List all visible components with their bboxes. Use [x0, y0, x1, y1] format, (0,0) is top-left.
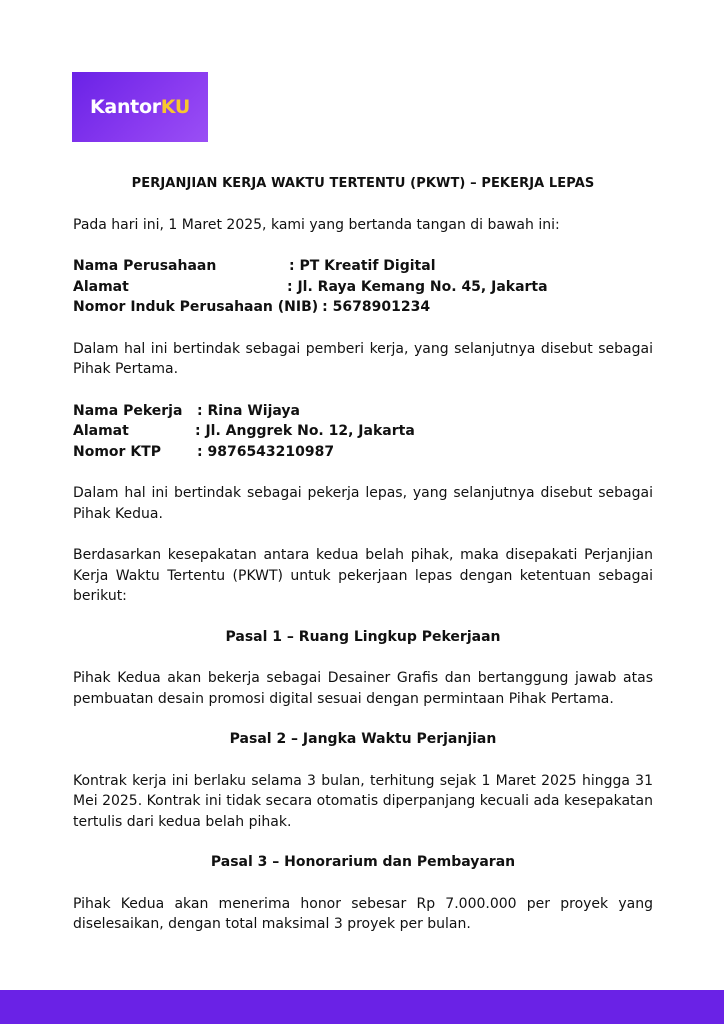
article-2-body: Kontrak kerja ini berlaku selama 3 bulan, terhitung sejak 1 Maret 2025 hingga 31 Mei 2025. Kontrak ini tidak secara otomatis diperpanjang kecuali ada kesepakatan tertulis dari kedua belah pihak.	[73, 772, 653, 830]
company-address-value: : Jl. Raya Kemang No. 45, Jakarta	[287, 278, 548, 295]
company-nib-label: Nomor Induk Perusahaan (NIB)	[73, 299, 319, 315]
worker-ktp-value: : 9876543210987	[197, 443, 335, 460]
document-title: PERJANJIAN KERJA WAKTU TERTENTU (PKWT) – PEKERJA LEPAS	[131, 176, 595, 191]
brand-logo	[72, 72, 208, 142]
worker-details	[73, 401, 653, 463]
worker-name-row	[73, 401, 653, 422]
brand-name-main: Kantor	[90, 96, 161, 118]
article-3-body: Pihak Kedua akan menerima honor sebesar Rp 7.000.000 per proyek yang diselesaikan, dengan total maksimal 3 proyek per bulan.	[73, 895, 653, 932]
second-party-paragraph: Dalam hal ini bertindak sebagai pekerja lepas, yang selanjutnya disebut sebagai Pihak Kedua.	[73, 485, 653, 522]
intro-paragraph: Pada hari ini, 1 Maret 2025, kami yang bertanda tangan di bawah ini:	[73, 216, 560, 233]
company-details	[73, 256, 653, 318]
worker-name-label: Nama Pekerja	[73, 402, 183, 419]
contract-document	[73, 174, 653, 935]
worker-address-value: : Jl. Anggrek No. 12, Jakarta	[195, 423, 415, 439]
article-2-heading: Pasal 2 – Jangka Waktu Perjanjian	[229, 731, 497, 747]
worker-name-value: : Rina Wijaya	[197, 402, 300, 419]
brand-name-accent: KU	[160, 96, 190, 118]
first-party-paragraph: Dalam hal ini bertindak sebagai pemberi kerja, yang selanjutnya disebut sebagai Pihak Pertama.	[73, 340, 653, 377]
article-1-body: Pihak Kedua akan bekerja sebagai Desainer Grafis dan bertanggung jawab atas pembuatan desain promosi digital sesuai dengan permintaan Pihak Pertama.	[73, 670, 653, 707]
company-name-label: Nama Perusahaan	[73, 258, 217, 274]
company-name-value: : PT Kreatif Digital	[289, 258, 436, 274]
company-address-label: Alamat	[73, 278, 129, 295]
footer-bar	[0, 990, 724, 1024]
company-name-row	[73, 256, 653, 277]
worker-ktp-row	[73, 442, 653, 463]
worker-address-label: Alamat	[73, 423, 129, 439]
worker-address-row	[73, 421, 653, 442]
company-address-row	[73, 277, 653, 298]
agreement-paragraph: Berdasarkan kesepakatan antara kedua belah pihak, maka disepakati Perjanjian Kerja Waktu Tertentu (PKWT) untuk pekerjaan lepas dengan ketentuan sebagai berikut:	[73, 547, 653, 604]
article-1-heading: Pasal 1 – Ruang Lingkup Pekerjaan	[225, 628, 501, 645]
company-nib-value: : 5678901234	[322, 299, 431, 315]
article-3-heading: Pasal 3 – Honorarium dan Pembayaran	[210, 854, 516, 870]
company-nib-row	[73, 297, 653, 318]
worker-ktp-label: Nomor KTP	[73, 443, 161, 460]
brand-logo-text	[90, 96, 190, 118]
